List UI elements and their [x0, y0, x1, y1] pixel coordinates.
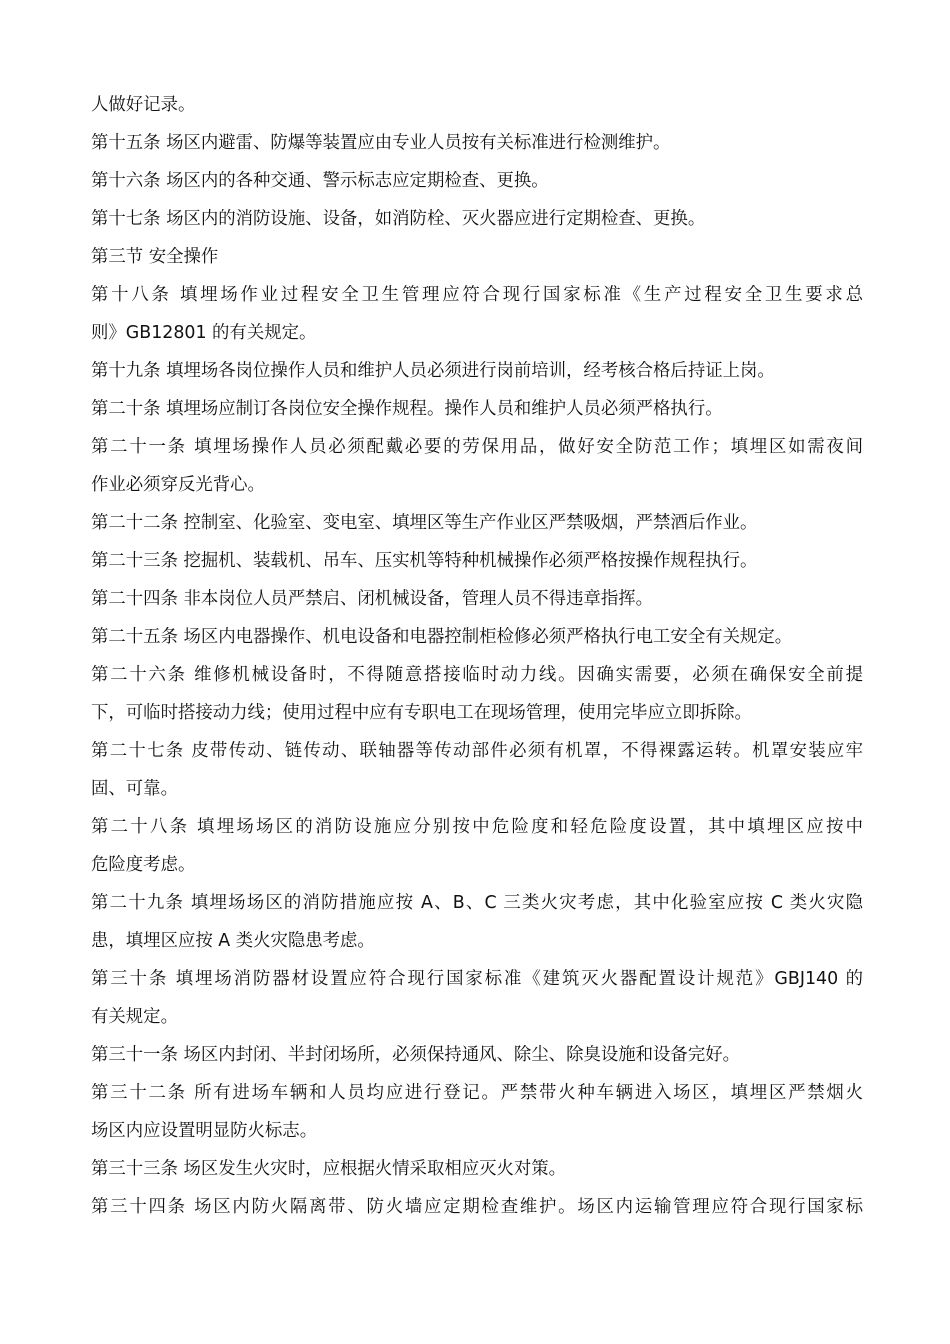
text-line: 有关规定。 [91, 1007, 178, 1027]
text-line: 人做好记录。 [91, 95, 196, 115]
text-line: 第十六条 场区内的各种交通、警示标志应定期检查、更换。 [91, 171, 549, 191]
text-line: 第十七条 场区内的消防设施、设备，如消防栓、灭火器应进行定期检查、更换。 [91, 209, 706, 229]
text-line: 第二十七条 皮带传动、链传动、联轴器等传动部件必须有机罩，不得裸露运转。机罩安装应牢 [91, 741, 863, 761]
text-line: 第三十一条 场区内封闭、半封闭场所，必须保持通风、除尘、除臭设施和设备完好。 [91, 1045, 740, 1065]
text-line: 场区内应设置明显防火标志。 [91, 1121, 318, 1141]
text-line: 第十八条 填埋场作业过程安全卫生管理应符合现行国家标准《生产过程安全卫生要求总 [91, 285, 863, 305]
text-line: 危险度考虑。 [91, 855, 196, 875]
text-line: 第二十三条 挖掘机、装载机、吊车、压实机等特种机械操作必须严格按操作规程执行。 [91, 551, 758, 571]
text-line: 第十九条 填埋场各岗位操作人员和维护人员必须进行岗前培训，经考核合格后持证上岗。 [91, 361, 775, 381]
text-line: 第三十三条 场区发生火灾时，应根据火情采取相应灭火对策。 [91, 1159, 567, 1179]
text-line: 第二十二条 控制室、化验室、变电室、填埋区等生产作业区严禁吸烟，严禁酒后作业。 [91, 513, 758, 533]
text-line: 第二十五条 场区内电器操作、机电设备和电器控制柜检修必须严格执行电工安全有关规定。 [91, 627, 793, 647]
document-body [91, 86, 863, 1226]
text-line: 第二十九条 填埋场场区的消防措施应按 A、B、C 三类火灾考虑，其中化验室应按 C 类火灾隐 [91, 893, 863, 913]
text-line: 第二十条 填埋场应制订各岗位安全操作规程。操作人员和维护人员必须严格执行。 [91, 399, 723, 419]
text-line: 第二十八条 填埋场场区的消防设施应分别按中危险度和轻危险度设置，其中填埋区应按中 [91, 817, 863, 837]
text-line: 作业必须穿反光背心。 [91, 475, 265, 495]
section-heading: 第三节 安全操作 [91, 247, 219, 267]
text-line: 固、可靠。 [91, 779, 178, 799]
text-line: 第十五条 场区内避雷、防爆等装置应由专业人员按有关标准进行检测维护。 [91, 133, 671, 153]
text-line: 第二十一条 填埋场操作人员必须配戴必要的劳保用品，做好安全防范工作；填埋区如需夜间 [91, 437, 863, 457]
text-line: 第三十四条 场区内防火隔离带、防火墙应定期检查维护。场区内运输管理应符合现行国家标 [91, 1197, 863, 1217]
text-line: 下，可临时搭接动力线；使用过程中应有专职电工在现场管理，使用完毕应立即拆除。 [91, 703, 752, 723]
text-line: 第二十六条 维修机械设备时，不得随意搭接临时动力线。因确实需要，必须在确保安全前提 [91, 665, 863, 685]
text-line: 第二十四条 非本岗位人员严禁启、闭机械设备，管理人员不得违章指挥。 [91, 589, 654, 609]
text-line: 第三十条 填埋场消防器材设置应符合现行国家标准《建筑灭火器配置设计规范》GBJ140 的 [91, 969, 863, 989]
text-line: 第三十二条 所有进场车辆和人员均应进行登记。严禁带火种车辆进入场区，填埋区严禁烟火 [91, 1083, 863, 1103]
text-line: 患，填埋区应按 A 类火灾隐患考虑。 [91, 931, 375, 951]
text-line: 则》GB12801 的有关规定。 [91, 323, 317, 343]
